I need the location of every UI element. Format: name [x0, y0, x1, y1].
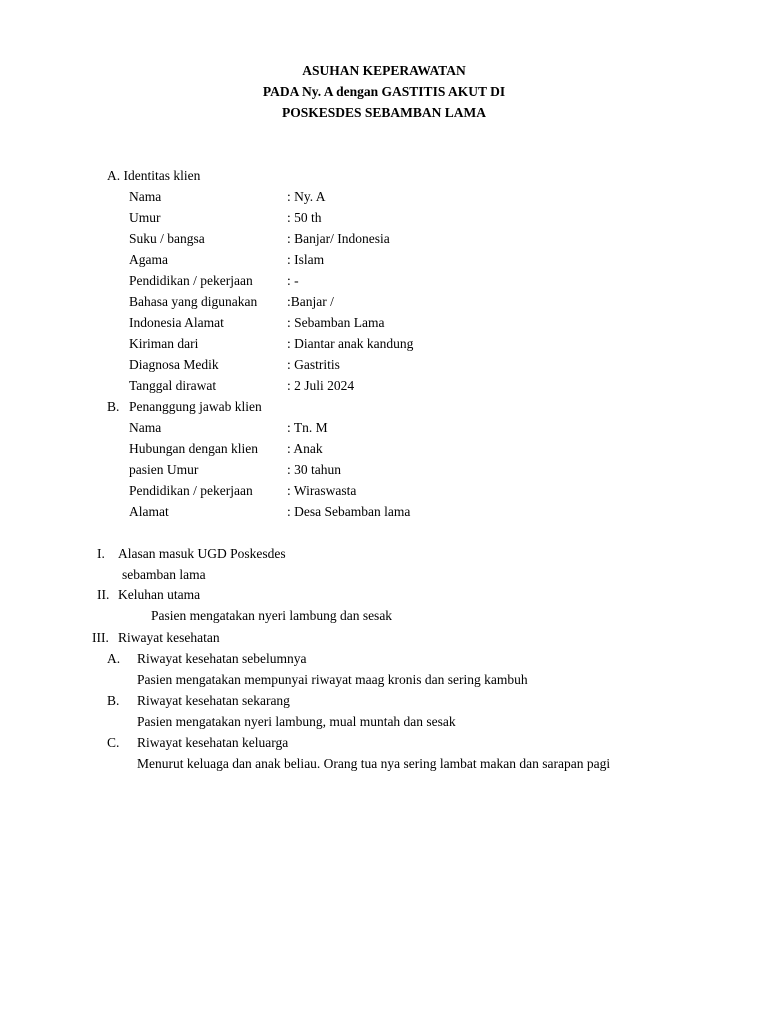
identitas-value-kiriman: : Diantar anak kandung — [287, 336, 414, 351]
riwayat-a-marker: A. — [107, 651, 121, 666]
identitas-label-bahasa: Bahasa yang digunakan — [129, 294, 258, 309]
identitas-label-alamat: Indonesia Alamat — [129, 315, 224, 330]
penanggung-value-umur: : 30 tahun — [287, 462, 341, 477]
section-1-title: Alasan masuk UGD Poskesdes — [118, 546, 286, 561]
identitas-label-diagnosa: Diagnosa Medik — [129, 357, 219, 372]
document-title-line-1: ASUHAN KEPERAWATAN — [302, 63, 466, 78]
identitas-value-diagnosa: : Gastritis — [287, 357, 340, 372]
penanggung-marker: B. — [107, 399, 120, 414]
identitas-value-umur: : 50 th — [287, 210, 322, 225]
identitas-value-alamat: : Sebamban Lama — [287, 315, 385, 330]
identitas-label-pendidikan: Pendidikan / pekerjaan — [129, 273, 253, 288]
section-1-continuation: sebamban lama — [122, 567, 206, 582]
riwayat-b-title: Riwayat kesehatan sekarang — [137, 693, 290, 708]
identitas-label-tanggal: Tanggal dirawat — [129, 378, 217, 393]
document-title-line-2: PADA Ny. A dengan GASTITIS AKUT DI — [262, 84, 506, 99]
penanggung-value-pendidikan: : Wiraswasta — [287, 483, 357, 498]
penanggung-value-nama: : Tn. M — [287, 420, 328, 435]
riwayat-c-marker: C. — [107, 735, 120, 750]
document-title-line-3: POSKESDES SEBAMBAN LAMA — [281, 105, 487, 120]
section-2-text: Pasien mengatakan nyeri lambung dan sesak — [151, 608, 393, 623]
identitas-value-pendidikan: : - — [287, 273, 299, 288]
penanggung-label-alamat: Alamat — [129, 504, 169, 519]
identitas-value-suku: : Banjar/ Indonesia — [287, 231, 390, 246]
section-3-marker: III. — [92, 630, 109, 645]
penanggung-label-hubungan: Hubungan dengan klien — [129, 441, 258, 456]
penanggung-value-alamat: : Desa Sebamban lama — [287, 504, 411, 519]
section-3-title: Riwayat kesehatan — [118, 630, 220, 645]
identitas-label-agama: Agama — [129, 252, 168, 267]
identitas-heading: A. Identitas klien — [107, 168, 201, 183]
riwayat-b-text: Pasien mengatakan nyeri lambung, mual muntah dan sesak — [137, 714, 456, 729]
section-2-title: Keluhan utama — [118, 587, 201, 602]
identitas-label-suku: Suku / bangsa — [129, 231, 205, 246]
identitas-label-nama: Nama — [129, 189, 162, 204]
identitas-value-nama: : Ny. A — [287, 189, 326, 204]
section-2-marker: II. — [97, 587, 110, 602]
penanggung-label-pendidikan: Pendidikan / pekerjaan — [129, 483, 253, 498]
penanggung-label-umur: pasien Umur — [129, 462, 199, 477]
riwayat-b-marker: B. — [107, 693, 120, 708]
penanggung-heading: Penanggung jawab klien — [129, 399, 262, 414]
identitas-value-bahasa: :Banjar / — [287, 294, 334, 309]
riwayat-a-title: Riwayat kesehatan sebelumnya — [137, 651, 307, 666]
identitas-value-agama: : Islam — [287, 252, 325, 267]
penanggung-value-hubungan: : Anak — [287, 441, 323, 456]
section-1-marker: I. — [97, 546, 105, 561]
riwayat-c-title: Riwayat kesehatan keluarga — [137, 735, 289, 750]
identitas-value-tanggal: : 2 Juli 2024 — [287, 378, 355, 393]
riwayat-a-text: Pasien mengatakan mempunyai riwayat maag kronis dan sering kambuh — [137, 672, 528, 687]
identitas-label-kiriman: Kiriman dari — [129, 336, 199, 351]
penanggung-label-nama: Nama — [129, 420, 162, 435]
riwayat-c-text: Menurut keluaga dan anak beliau. Orang tua nya sering lambat makan dan sarapan pagi — [137, 756, 611, 771]
identitas-label-umur: Umur — [129, 210, 161, 225]
